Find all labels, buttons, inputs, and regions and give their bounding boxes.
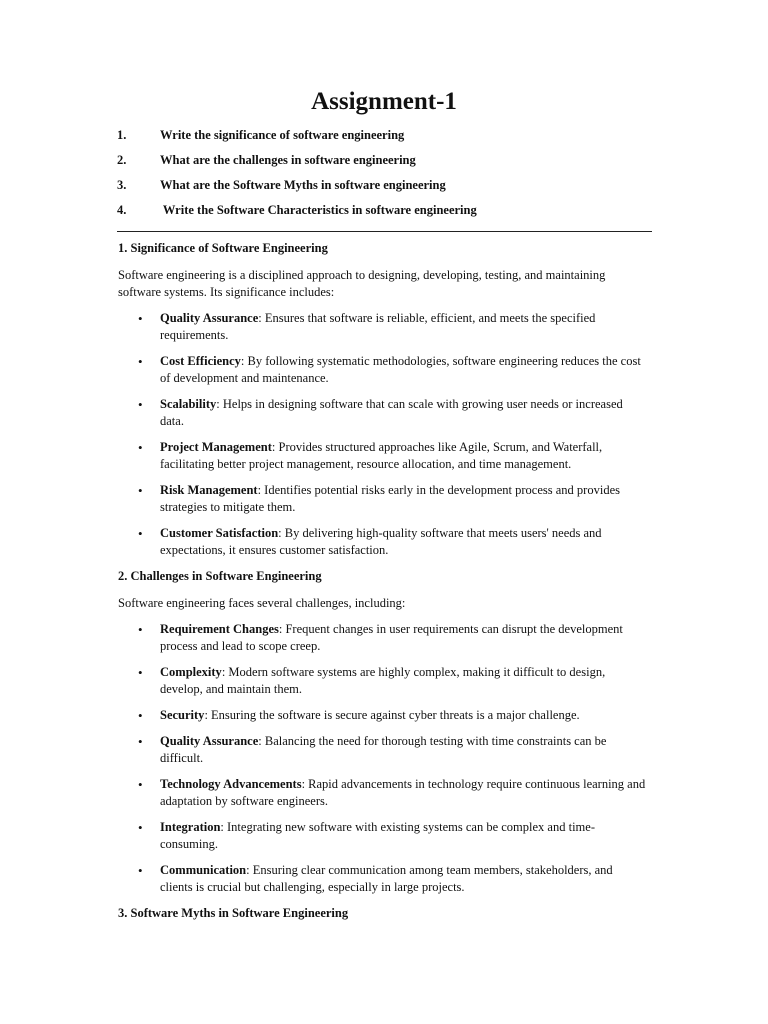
item-desc: : Ensuring the software is secure against cyber threats is a major challenge. bbox=[204, 708, 580, 722]
answers-content bbox=[118, 240, 648, 932]
list-item bbox=[118, 664, 648, 698]
item-desc: : Ensures that software is reliable, efficient, and meets the specified requirements. bbox=[160, 311, 596, 342]
section-heading: 1. Significance of Software Engineering bbox=[118, 241, 328, 255]
item-term: Technology Advancements bbox=[160, 777, 302, 791]
section-heading: 3. Software Myths in Software Engineering bbox=[118, 906, 349, 920]
question-text: What are the Software Myths in software engineering bbox=[160, 178, 446, 192]
item-term: Quality Assurance bbox=[160, 734, 259, 748]
list-item bbox=[118, 862, 648, 896]
question-number: 2. bbox=[117, 153, 127, 167]
item-desc: : Integrating new software with existing systems can be complex and time-consuming. bbox=[160, 820, 595, 851]
list-item bbox=[118, 707, 648, 724]
item-desc: : Rapid advancements in technology require continuous learning and adaptation by software engineers. bbox=[160, 777, 646, 808]
question-item bbox=[117, 128, 657, 153]
bullet-list bbox=[118, 310, 648, 559]
question-number: 4. bbox=[117, 203, 127, 217]
item-term: Integration bbox=[160, 820, 221, 834]
question-text: What are the challenges in software engineering bbox=[160, 153, 416, 167]
list-item bbox=[118, 525, 648, 559]
question-number: 1. bbox=[117, 128, 127, 142]
list-item bbox=[118, 482, 648, 516]
item-term: Cost Efficiency bbox=[160, 354, 241, 368]
item-desc: : Frequent changes in user requirements can disrupt the development process and lead to scope creep. bbox=[160, 622, 623, 653]
item-term: Requirement Changes bbox=[160, 622, 279, 636]
question-item bbox=[117, 178, 657, 203]
horizontal-divider bbox=[117, 231, 652, 232]
item-term: Customer Satisfaction bbox=[160, 526, 279, 540]
list-item bbox=[118, 439, 648, 473]
item-term: Project Management bbox=[160, 440, 272, 454]
document-title: Assignment-1 bbox=[311, 88, 457, 115]
question-text: Write the significance of software engineering bbox=[160, 128, 405, 142]
question-item bbox=[117, 153, 657, 178]
item-desc: : Ensuring clear communication among team members, stakeholders, and clients is crucial but challenging, especially in large projects. bbox=[160, 863, 613, 894]
item-term: Security bbox=[160, 708, 205, 722]
question-text: Write the Software Characteristics in software engineering bbox=[160, 203, 477, 217]
list-item bbox=[118, 819, 648, 853]
section-heading: 2. Challenges in Software Engineering bbox=[118, 569, 322, 583]
item-desc: : By following systematic methodologies, software engineering reduces the cost of development and maintenance. bbox=[160, 354, 641, 385]
list-item bbox=[118, 621, 648, 655]
item-desc: : By delivering high-quality software that meets users' needs and expectations, it ensures customer satisfaction. bbox=[160, 526, 602, 557]
list-item bbox=[118, 776, 648, 810]
list-item bbox=[118, 396, 648, 430]
item-desc: : Identifies potential risks early in the development process and provides strategies to mitigate them. bbox=[160, 483, 620, 514]
bullet-list bbox=[118, 621, 648, 896]
section-intro: Software engineering faces several challenges, including: bbox=[118, 596, 406, 610]
list-item bbox=[118, 310, 648, 344]
question-list bbox=[117, 128, 657, 228]
question-item bbox=[117, 203, 657, 228]
item-desc: : Balancing the need for thorough testing with time constraints can be difficult. bbox=[160, 734, 607, 765]
item-desc: : Provides structured approaches like Agile, Scrum, and Waterfall, facilitating better project management, resource allocation, and time management. bbox=[160, 440, 603, 471]
item-term: Scalability bbox=[160, 397, 217, 411]
list-item bbox=[118, 353, 648, 387]
section-intro: Software engineering is a disciplined approach to designing, developing, testing, and maintaining software systems. Its significance includes: bbox=[118, 268, 606, 299]
list-item bbox=[118, 733, 648, 767]
item-desc: : Helps in designing software that can scale with growing user needs or increased data. bbox=[160, 397, 623, 428]
item-term: Risk Management bbox=[160, 483, 258, 497]
item-term: Quality Assurance bbox=[160, 311, 259, 325]
item-desc: : Modern software systems are highly complex, making it difficult to design, develop, and maintain them. bbox=[160, 665, 606, 696]
question-number: 3. bbox=[117, 178, 127, 192]
item-term: Communication bbox=[160, 863, 247, 877]
item-term: Complexity bbox=[160, 665, 222, 679]
